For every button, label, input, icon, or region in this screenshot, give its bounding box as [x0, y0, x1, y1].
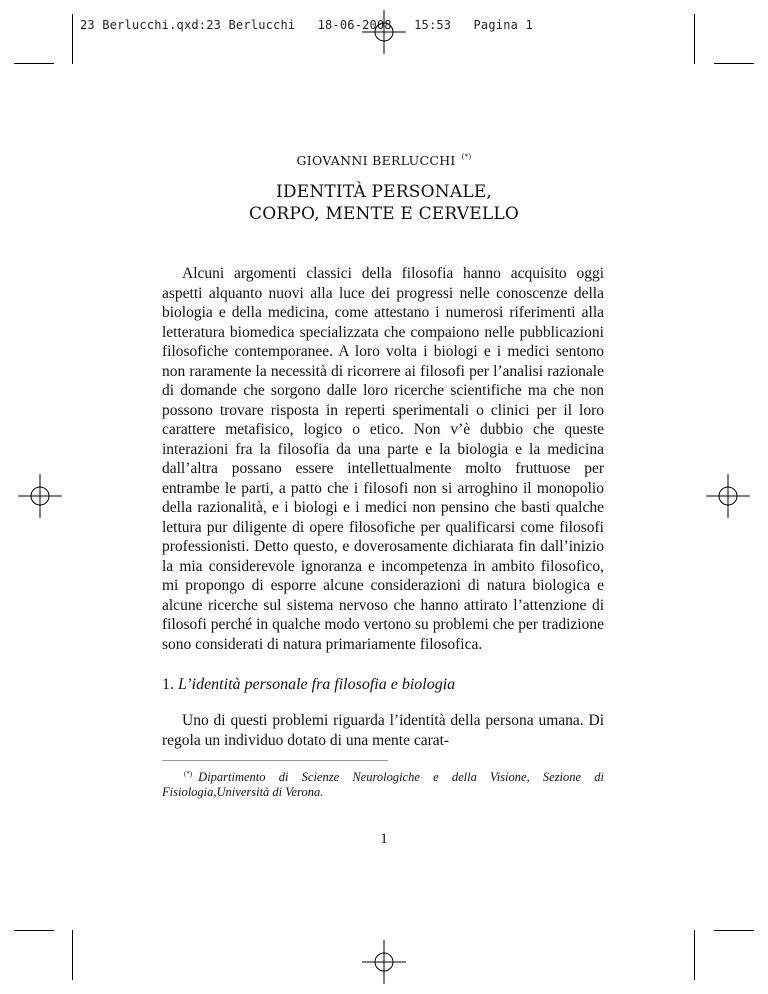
section-heading [162, 676, 455, 694]
title-line-2: CORPO, MENTE E CERVELLO [248, 204, 519, 224]
section-title: L’identità personale fra filosofia e biologia [178, 676, 456, 693]
body-text [162, 264, 604, 654]
page-number: 1 [380, 831, 388, 847]
author-name [0, 153, 768, 168]
crop-mark-top-right-v [694, 14, 695, 64]
crop-mark-bottom-right-v [694, 930, 695, 980]
registration-mark-left-icon [18, 474, 62, 518]
body-text-2 [162, 711, 604, 750]
crop-mark-top-left-h [14, 63, 54, 64]
footnote-mark: (*) [184, 770, 193, 778]
author-text: GIOVANNI BERLUCCHI [296, 153, 456, 168]
paragraph-1: Alcuni argomenti classici della filosofia hanno acquisito oggi aspetti alquanto nuovi alla luce dei progressi nelle conoscenze della biologia e della medicina, come attestano i numerosi riferimenti alla letteratura biomedica specializzata che compaiono nelle pubblicazioni filosofiche contemporanee. A loro volta i biologi e i medici sentono non raramente la necessità di ricorrere ai filosofi per l’analisi razionale di domande che sorgono dalle loro ricerche scientifiche ma che non possono trovare risposta in reperti sperimentali o clinici per il loro carattere metafisico, logico o etico. Non v’è dubbio che queste interazioni fra la filosofia da una parte e la biologia e la medicina dall’altra possano essere intellettualmente molto fruttuose per entrambe le parti, a patto che i filosofi non si arroghino il monopolio della razionalità, e i biologi e i medici non pensino che basti qualche lettura pur diligente di opere filosofiche per qualificarsi come filosofi professionisti. Detto questo, e doverosamente dichiarata fin dall’inizio la mia considerevole ignoranza e incompetenza in ambito filosofico, mi propongo di esporre alcune considerazioni di natura biologica e alcune ricerche sul sistema nervoso che hanno attirato l’attenzione di filosofi perché in qualche modo vertono su problemi che per tradizione sono considerati di natura primariamente filosofica. [162, 265, 604, 653]
registration-mark-bottom-icon [362, 940, 406, 984]
registration-mark-top-icon [362, 10, 406, 54]
file-slug: 23 Berlucchi.qxd:23 Berlucchi 18-06-2008 15:53 Pagina 1 [80, 18, 533, 32]
article-title [0, 181, 768, 225]
crop-mark-bottom-left-v [72, 930, 73, 980]
footnote [162, 767, 604, 800]
paragraph-2: Uno di questi problemi riguarda l’identità della persona umana. Di regola un individuo dotato di una mente carat- [162, 712, 604, 749]
crop-mark-bottom-left-h [14, 930, 54, 931]
title-line-1: IDENTITÀ PERSONALE, [275, 182, 493, 202]
footnote-separator [162, 760, 388, 761]
crop-mark-top-right-h [714, 63, 754, 64]
author-footnote-mark: (*) [461, 153, 472, 161]
registration-mark-right-icon [706, 474, 750, 518]
crop-mark-bottom-right-h [714, 930, 754, 931]
section-number: 1. [162, 676, 174, 693]
footnote-text: Dipartimento di Scienze Neurologiche e della Visione, Sezione di Fisiologia,Università di Verona. [162, 770, 604, 799]
crop-mark-top-left-v [72, 14, 73, 64]
